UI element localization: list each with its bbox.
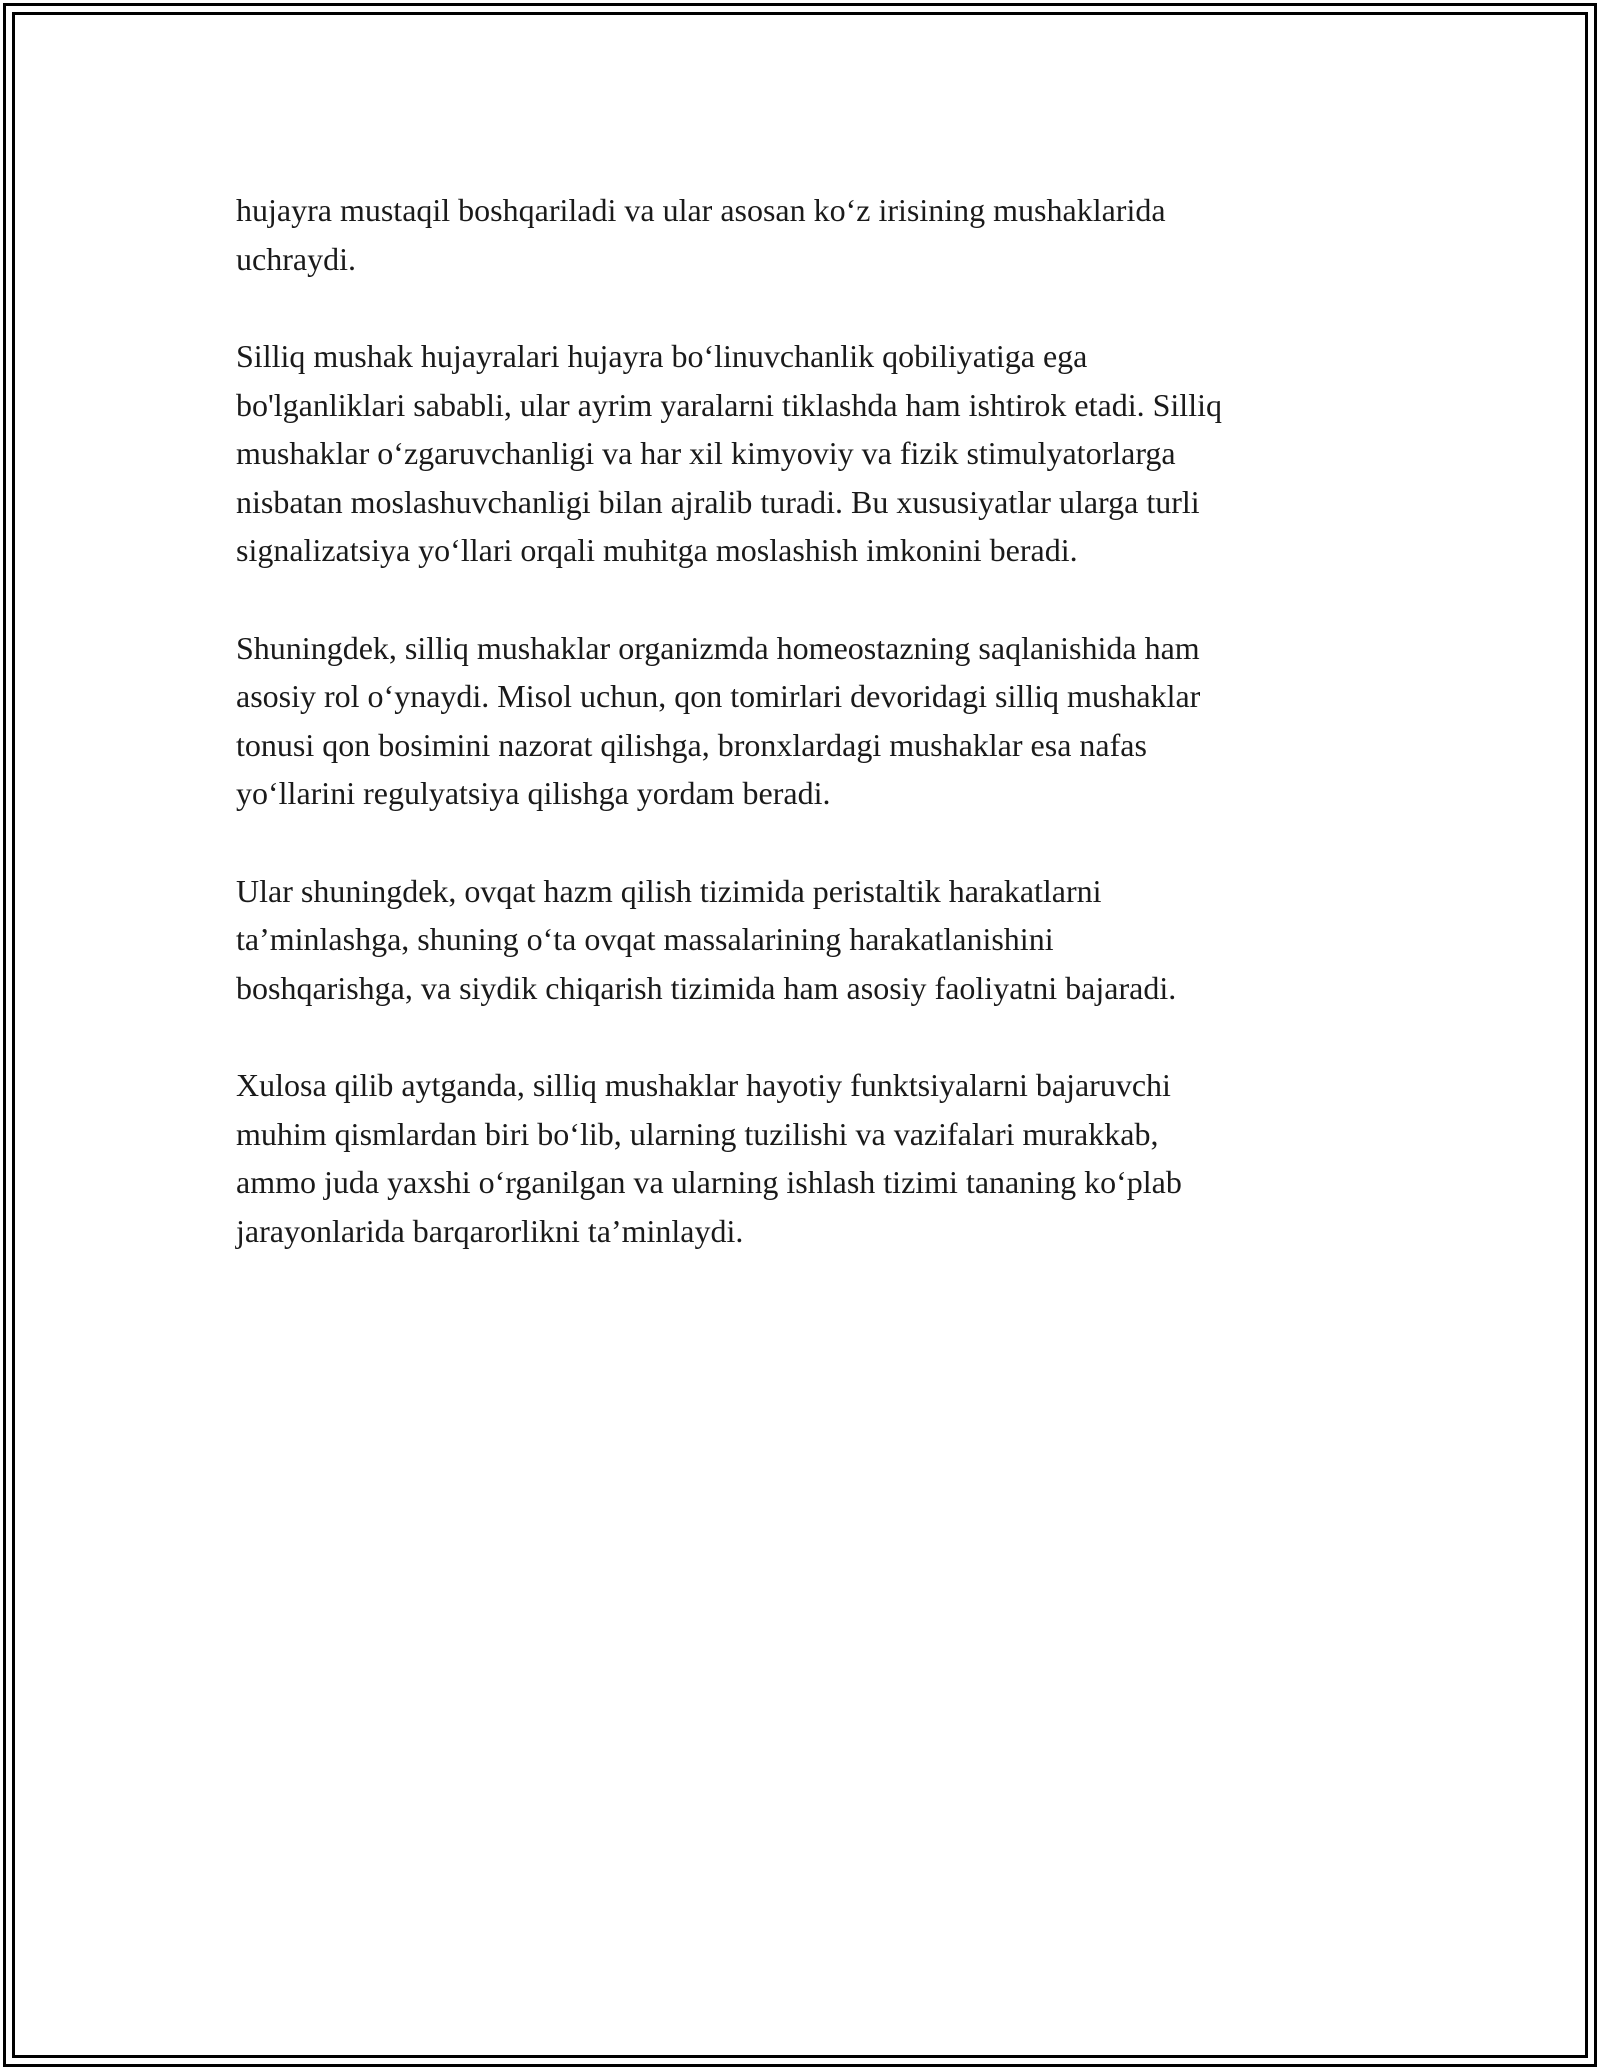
document-body [236,186,1376,1304]
paragraph-3: Shuningdek, silliq mushaklar organizmda homeostazning saqlanishida ham asosiy rol o‘ynaydi. Misol uchun, qon tomirlari devoridagi silliq mushaklar tonusi qon bosimini nazorat qilishga, bronxlardagi mushaklar esa nafas yo‘llarini regulyatsiya qilishga yordam beradi. [236,629,1201,811]
paragraph-2: Silliq mushak hujayralari hujayra bo‘linuvchanlik qobiliyatiga ega bo'lganliklari sababli, ular ayrim yaralarni tiklashda ham ishtirok etadi. Silliq mushaklar o‘zgaruvchanligi va har xil kimyoviy va fizik stimulyatorlarga nisbatan moslashuvchanligi bilan ajralib turadi. Bu xususiyatlar ularga turli signalizatsiya yo‘llari orqali muhitga moslashish imkonini beradi. [236,338,1222,568]
paragraph-5: Xulosa qilib aytganda, silliq mushaklar hayotiy funktsiyalarni bajaruvchi muhim qismlardan biri bo‘lib, ularning tuzilishi va vazifalari murakkab, ammo juda yaxshi o‘rganilgan va ularning ishlash tizimi tananing ko‘plab jarayonlarida barqarorlikni ta’minlaydi. [236,1067,1182,1249]
paragraph-4: Ular shuningdek, ovqat hazm qilish tizimida peristaltik harakatlarni ta’minlashga, shuning o‘ta ovqat massalarining harakatlanishini boshqarishga, va siydik chiqarish tizimida ham asosiy faoliyatni bajaradi. [236,872,1177,1006]
paragraph-1: hujayra mustaqil boshqariladi va ular asosan ko‘z irisining mushaklarida uchraydi. [236,192,1166,277]
